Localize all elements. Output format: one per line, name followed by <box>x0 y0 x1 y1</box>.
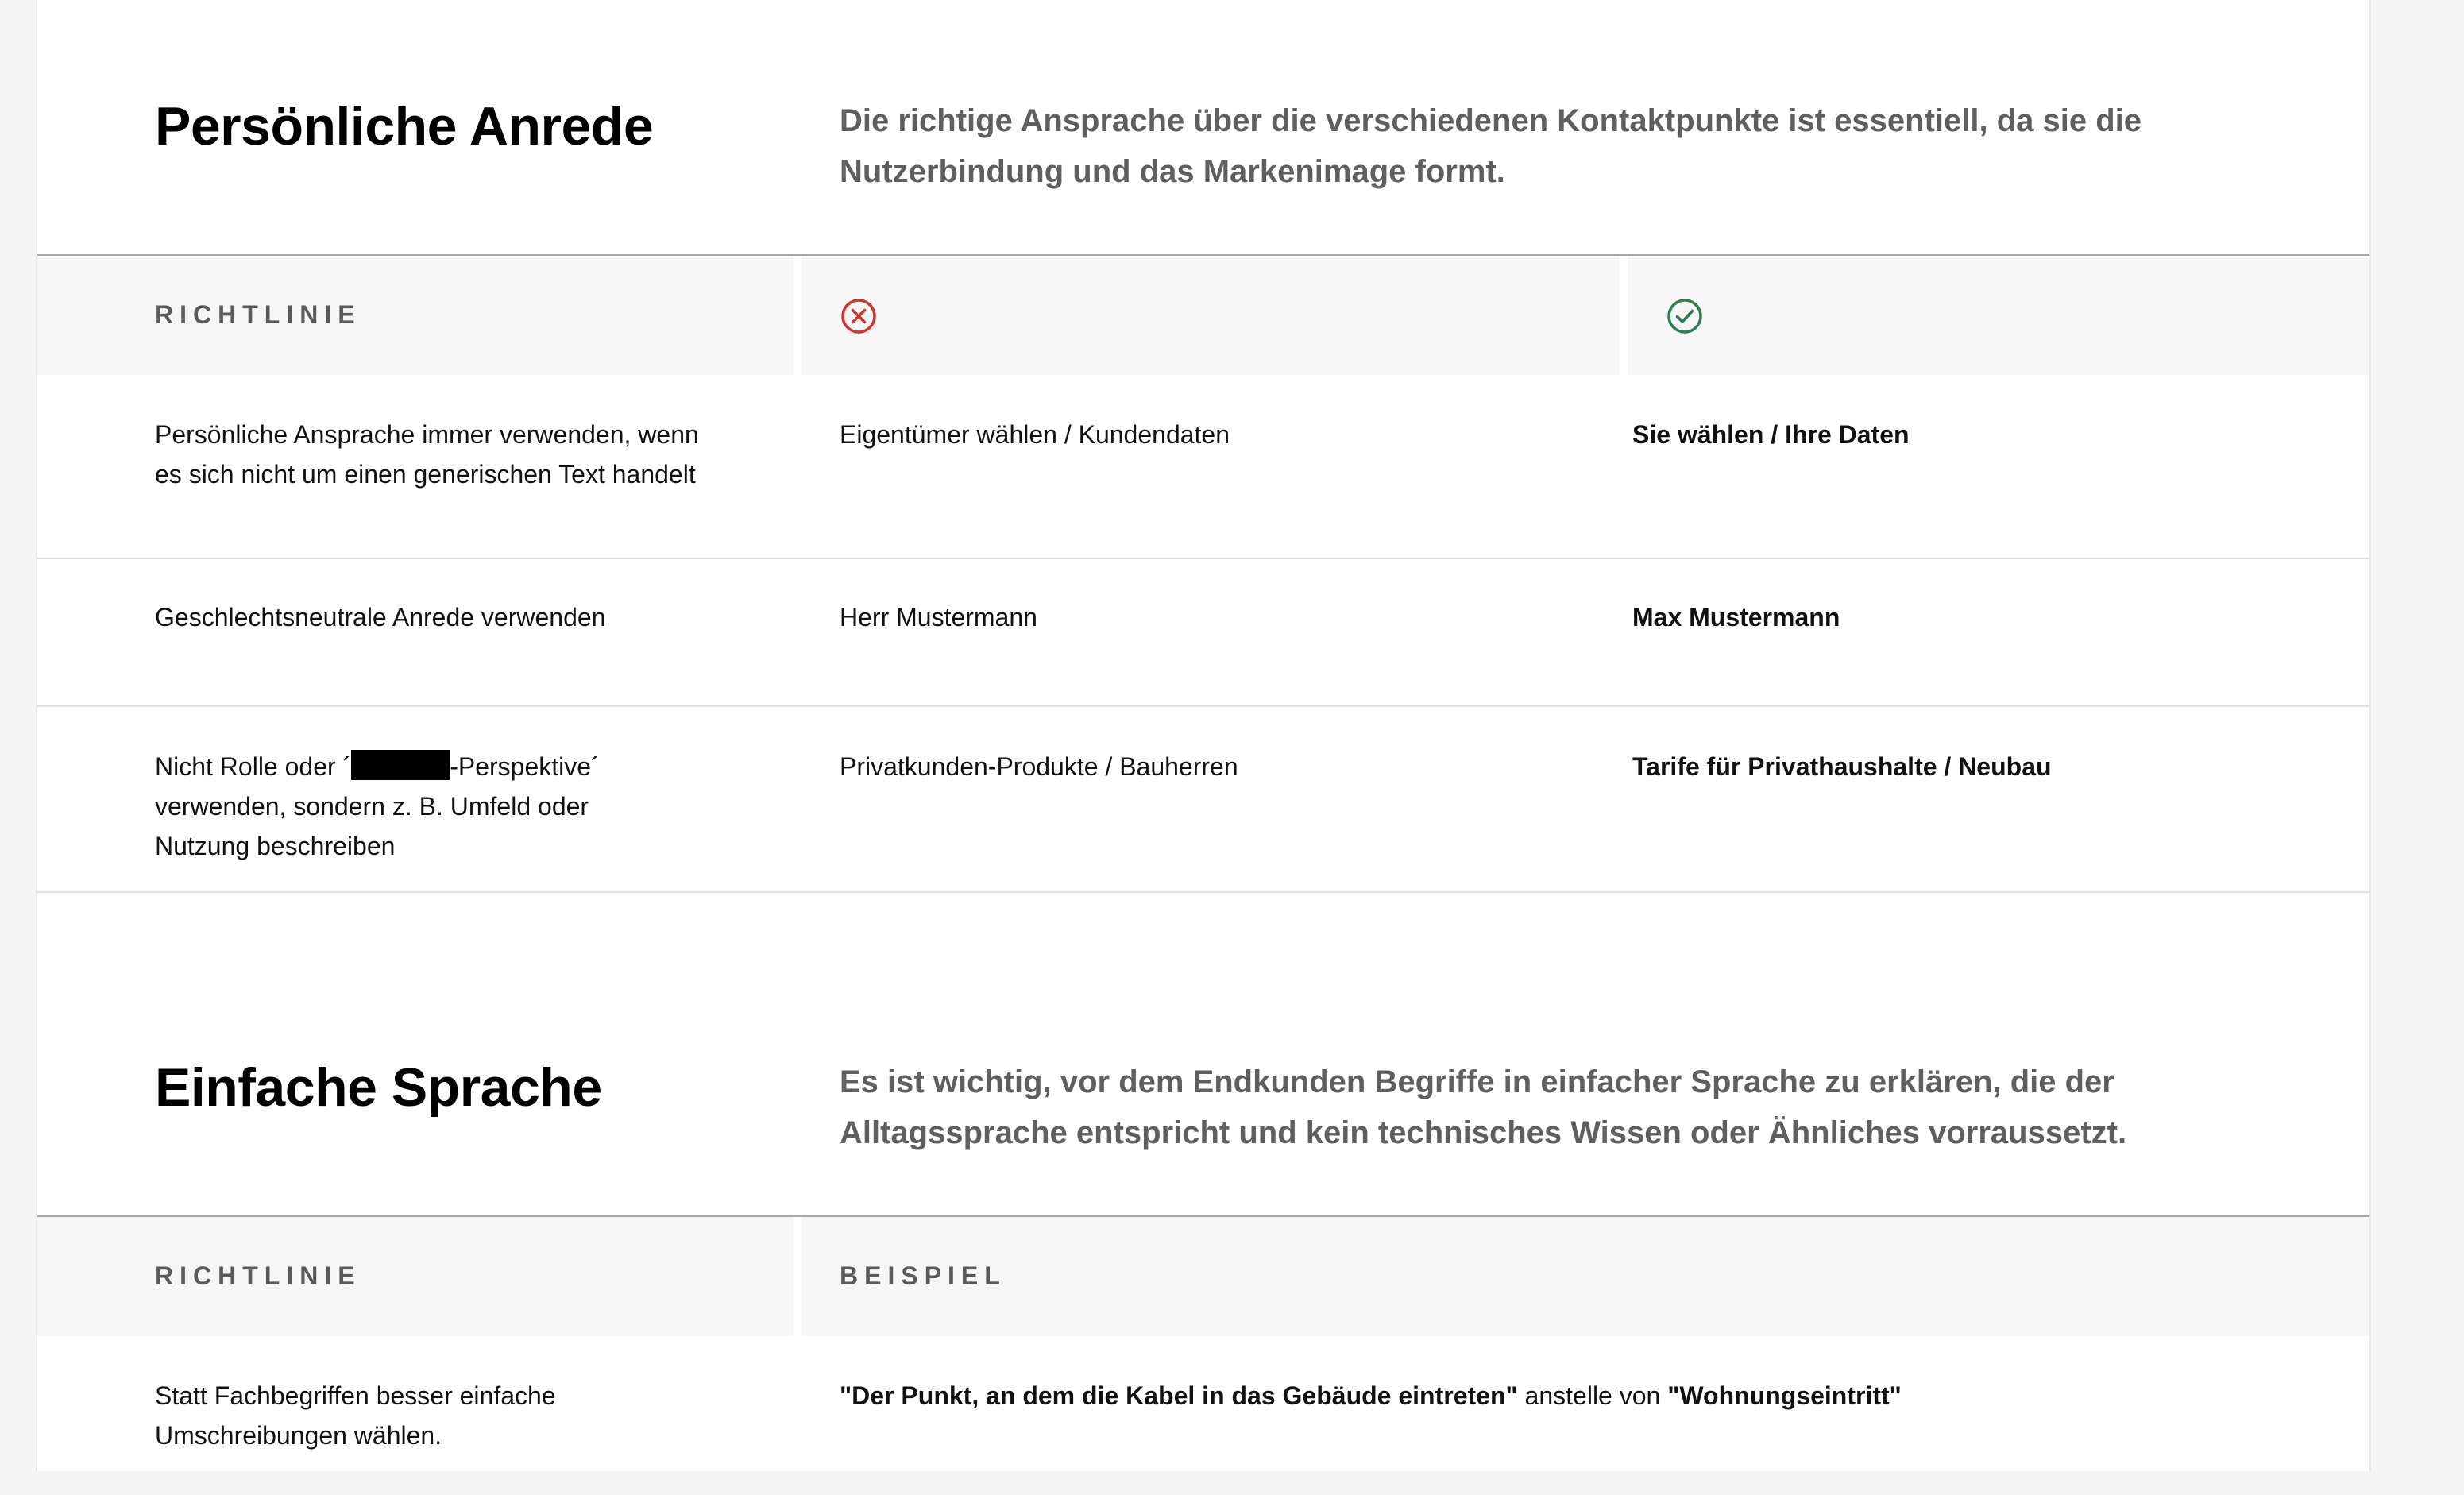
right-example: Sie wählen / Ihre Daten <box>1632 420 1910 449</box>
section-header-personal-address <box>37 0 2369 256</box>
example-connector: anstelle von <box>1517 1381 1668 1410</box>
example-text <box>840 1376 2269 1416</box>
header-cell-right <box>1628 256 2369 375</box>
guidelines-page <box>36 0 2371 1471</box>
header-cell-guideline <box>37 1217 794 1336</box>
example-quote: "Der Punkt, an dem die Kabel in das Gebäude eintreten" <box>840 1381 1518 1410</box>
header-label-guideline: RICHTLINIE <box>155 1261 361 1290</box>
check-circle-icon <box>1666 297 1704 335</box>
table-row <box>37 375 2369 559</box>
table-header <box>37 256 2369 375</box>
header-cell-example <box>801 1217 2369 1336</box>
table-row <box>37 707 2369 893</box>
right-example: Max Mustermann <box>1632 603 1840 632</box>
header-cell-wrong <box>801 256 1620 375</box>
section-title: Persönliche Anrede <box>155 96 654 156</box>
guideline-text-part: -Perspektive´ verwenden, sondern z. B. Umfeld oder Nutzung beschreiben <box>155 752 600 860</box>
header-label-example: BEISPIEL <box>840 1261 1006 1290</box>
table-header <box>37 1217 2369 1336</box>
guideline-text: Geschlechtsneutrale Anrede verwenden <box>155 603 606 632</box>
example-quote: "Wohnungseintritt" <box>1667 1381 1902 1410</box>
wrong-example: Privatkunden-Produkte / Bauherren <box>840 752 1238 781</box>
right-example: Tarife für Privathaushalte / Neubau <box>1632 752 2052 781</box>
wrong-example: Herr Mustermann <box>840 603 1037 632</box>
section-title: Einfache Sprache <box>155 1057 602 1118</box>
guideline-text: Statt Fachbegriffen besser einfache Umschreibungen wählen. <box>155 1381 556 1450</box>
x-circle-icon <box>840 297 878 335</box>
section-description: Es ist wichtig, vor dem Endkunden Begriffe in einfacher Sprache zu erklären, die der Alltagssprache entspricht und kein technisches Wissen oder Ähnliches vorraussetzt. <box>840 1064 2127 1150</box>
section-header-simple-language <box>37 893 2369 1217</box>
section-description: Die richtige Ansprache über die verschiedenen Kontaktpunkte ist essentiell, da sie die Nutzerbindung und das Markenimage formt. <box>840 103 2142 189</box>
guideline-text: Persönliche Ansprache immer verwenden, wenn es sich nicht um einen generischen Text handelt <box>155 420 699 489</box>
guideline-text <box>155 747 647 866</box>
header-cell-guideline <box>37 256 794 375</box>
guideline-text-part: Nicht Rolle oder ´ <box>155 752 352 781</box>
redaction-block <box>351 750 450 780</box>
table-row <box>37 1336 2369 1495</box>
header-label-guideline: RICHTLINIE <box>155 300 361 329</box>
wrong-example: Eigentümer wählen / Kundendaten <box>840 420 1230 449</box>
table-row <box>37 559 2369 707</box>
